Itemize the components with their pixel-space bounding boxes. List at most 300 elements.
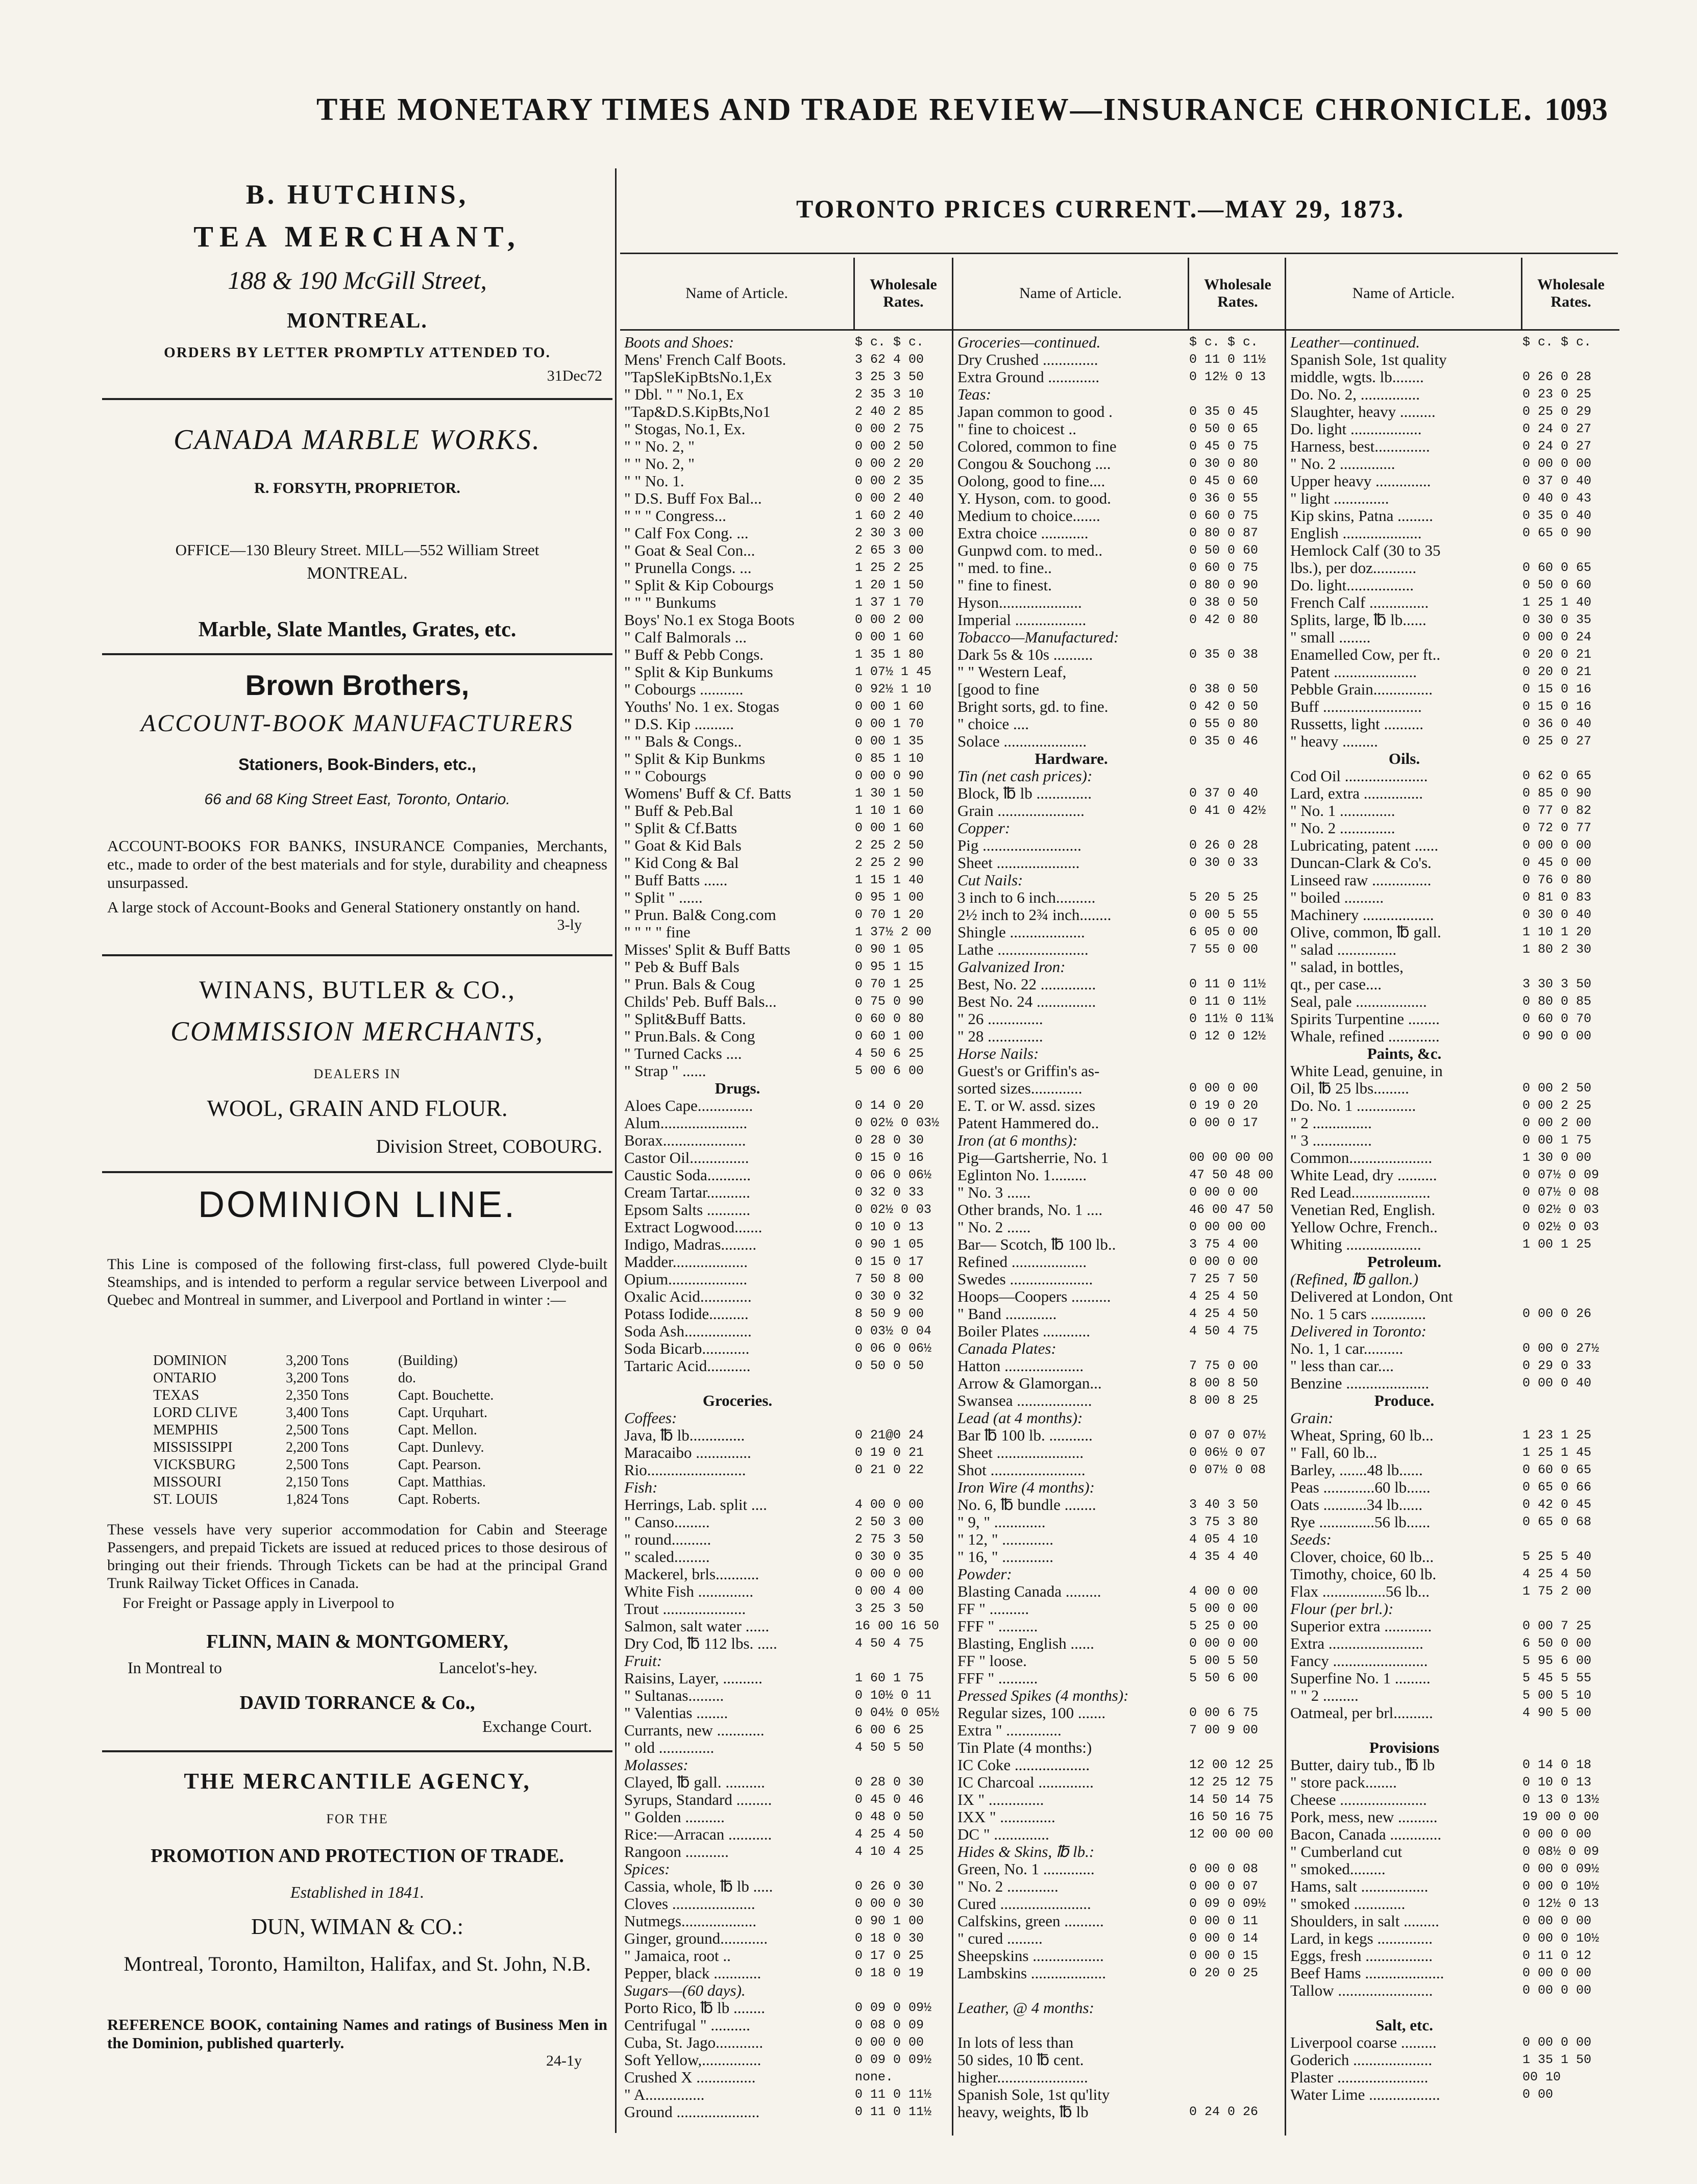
wholesale-rate: 0 85 0 90 [1522,786,1592,801]
wholesale-rate [1518,1062,1619,1080]
wholesale-rate: 00 00 00 00 [1189,1150,1274,1165]
flinn-name: FLINN, MAIN & MONTGOMERY, [206,1631,508,1652]
wholesale-rate [1518,1739,1619,1756]
article-name: Timothy, choice, 60 lb. [1290,1566,1437,1583]
header-name: Name of Article. [1019,285,1122,302]
wholesale-rate: 3 40 3 50 [1189,1497,1259,1512]
article-name: Refined ................... [957,1253,1087,1271]
article-name: " " No. 1. [624,473,684,490]
price-row [953,1479,1286,1496]
hutchins-address: 188 & 190 McGill Street, [228,266,487,294]
wholesale-rate: 0 00 0 00 [1189,1254,1259,1269]
wholesale-rate: 6 05 0 00 [1189,925,1259,939]
wholesale-rate: 0 07½ 0 09 [1522,1168,1600,1182]
wholesale-rate: 0 72 0 77 [1522,821,1592,835]
article-name: Colored, common to fine [957,438,1117,455]
wholesale-rate: 3 75 3 80 [1189,1515,1259,1529]
ship-tons: 1,824 Tons [286,1492,349,1507]
article-name: " Strap " ...... [624,1062,706,1080]
wholesale-rate: 1 10 1 20 [1522,925,1592,939]
article-name: Bacon, Canada ............. [1290,1826,1442,1843]
article-name: Whiting ................... [1290,1236,1421,1253]
price-row [620,368,952,386]
price-row [1286,1219,1619,1236]
ship-captain: do. [398,1370,416,1386]
header-rates-line2: Rates. [883,293,924,310]
price-row [953,663,1286,681]
wholesale-rate: 0 26 0 28 [1522,369,1592,384]
article-name: " 3 ............... [1290,1132,1372,1149]
wholesale-rate: 0 80 0 85 [1522,994,1592,1009]
article-name: " No. 2 .............. [1290,455,1395,473]
article-name: Hardware. [1035,750,1108,767]
price-row [953,1461,1286,1479]
wholesale-rate: 1 35 1 80 [855,647,924,662]
price-row [1286,681,1619,698]
hutchins-orders: ORDERS BY LETTER PROMPTLY ATTENDED TO. [164,344,551,361]
price-row [953,767,1286,785]
dominion-paragraph: This Line is composed of the following first-class, full powered Clyde-built Steamships, and is intended to perform a regular service between Liverpool and Quebec and Montreal in summer, and Liverpool and Portland in winter :— [107,1256,607,1308]
price-row [1286,2017,1619,2034]
article-name: Russetts, light .......... [1290,715,1423,733]
wholesale-rate: 0 35 0 45 [1189,404,1259,419]
article-name: Olive, common, ℔ gall. [1290,924,1441,941]
header-rates-line1: Wholesale [1537,276,1605,293]
price-row [953,1427,1286,1444]
wholesale-rate: 0 00 0 00 [1522,838,1592,853]
price-row [953,1913,1286,1930]
wholesale-rate: $ c. $ c. [1189,335,1259,350]
article-name: " fine to finest. [957,577,1052,594]
ship-captain: (Building) [398,1353,458,1369]
article-name: Fish: [624,1479,658,1496]
article-name: lbs.), per doz........... [1290,559,1417,577]
wholesale-rate: 0 30 0 80 [1189,456,1259,471]
wholesale-rate: 0 92½ 1 10 [855,682,932,697]
price-row [620,1635,952,1652]
wholesale-rate: 0 21@0 24 [855,1428,924,1443]
price-row [620,1201,952,1219]
article-name: " Canso......... [624,1513,710,1531]
price-row [620,889,952,906]
article-name: Flour (per brl.): [1290,1600,1394,1618]
price-row [620,1357,952,1375]
wholesale-rate: 0 60 0 80 [855,1011,924,1026]
wholesale-rate: 0 77 0 82 [1522,803,1592,818]
column-header [953,258,1286,331]
price-row [620,403,952,420]
wholesale-rate: 0 60 0 65 [1522,560,1592,575]
article-name: Powder: [957,1566,1012,1583]
wholesale-rate: 2 40 2 85 [855,404,924,419]
wholesale-rate: 0 25 0 27 [1522,734,1592,749]
price-row [953,542,1286,559]
price-row [620,2069,952,2086]
price-row [953,1947,1286,1965]
wholesale-rate [1185,1843,1286,1860]
torrance-address: Exchange Court. [482,1717,592,1735]
wholesale-rate: 0 00 5 55 [1189,907,1259,922]
ship-name: LORD CLIVE [153,1405,238,1421]
wholesale-rate: 0 21 0 22 [855,1462,924,1477]
article-name: Rye ..............56 lb...... [1290,1513,1431,1531]
wholesale-rate: 0 80 0 87 [1189,526,1259,540]
article-name: Cod Oil ..................... [1290,767,1428,785]
price-row [953,1201,1286,1219]
article-name: Epsom Salts ........... [624,1201,751,1219]
article-name: Best, No. 22 .............. [957,976,1096,993]
price-row [1286,733,1619,750]
article-name: Youths' No. 1 ex. Stogas [624,698,779,715]
article-name: Lard, extra ............... [1290,785,1423,802]
price-row [953,681,1286,698]
price-row [1286,715,1619,733]
price-row [620,1808,952,1826]
article-name: " Sultanas......... [624,1687,724,1704]
wholesale-rate: 0 00 2 25 [1522,1098,1592,1113]
wholesale-rate: 0 35 0 40 [1522,508,1592,523]
wholesale-rate: 0 23 0 25 [1522,387,1592,402]
price-row [620,1965,952,1982]
price-row [1286,663,1619,681]
article-name: " " 2 ......... [1290,1687,1359,1704]
price-row [1286,1982,1619,1999]
price-row [620,1739,952,1756]
wholesale-rate: 0 28 0 30 [855,1133,924,1148]
wholesale-rate: 0 42 0 80 [1189,612,1259,627]
wholesale-rate: 0 50 0 50 [855,1358,924,1373]
article-name: Superfine No. 1 ......... [1290,1670,1431,1687]
article-name: " No. 1 .............. [1290,802,1395,820]
price-row [620,941,952,958]
wholesale-rate: 0 00 2 00 [855,612,924,627]
article-name: " Peb & Buff Bals [624,958,740,976]
wholesale-rate: 0 11 0 11½ [855,2104,932,2119]
price-row [953,1149,1286,1167]
price-row [953,594,1286,611]
article-name: Pressed Spikes (4 months): [957,1687,1129,1704]
article-name: Patent ..................... [1290,663,1417,681]
article-name: " " No. 2, " [624,438,695,455]
wholesale-rate: 4 25 4 50 [855,1827,924,1842]
flinn-left: In Montreal to [128,1658,222,1677]
article-name: Delivered in Toronto: [1290,1323,1427,1340]
price-row [953,750,1286,767]
wholesale-rate: 2 35 3 10 [855,387,924,402]
wholesale-rate: 1 60 2 40 [855,508,924,523]
article-name: Tin Plate (4 months:) [957,1739,1092,1756]
wholesale-rate: 0 08 0 09 [855,2018,924,2032]
wholesale-rate: 0 10 0 13 [855,1220,924,1234]
wholesale-rate: 0 00 0 00 [1522,1914,1592,1928]
article-name: Leather, @ 4 months: [957,1999,1094,2017]
article-name: Mackerel, brls........... [624,1566,759,1583]
article-name: Butter, dairy tub., ℔ lb [1290,1756,1435,1774]
wholesale-rate: 0 35 0 38 [1189,647,1259,662]
price-row [953,1080,1286,1097]
price-row [1286,1323,1619,1340]
article-name: "TapSleKipBtsNo.1,Ex [624,368,772,386]
wholesale-rate [1185,750,1286,767]
wholesale-rate [1518,351,1619,368]
article-name: " Kid Cong & Bal [624,854,739,872]
price-row [953,1860,1286,1878]
wholesale-rate: 0 00 [1522,2087,1554,2102]
wholesale-rate [1518,1409,1619,1427]
price-row [1286,785,1619,802]
wholesale-rate: 0 02½ 0 03½ [855,1115,940,1130]
price-row [620,559,952,577]
price-row [620,1704,952,1722]
price-row [953,820,1286,837]
article-name: Regular sizes, 100 ....... [957,1704,1106,1722]
article-name: Rio......................... [624,1461,746,1479]
article-name: " Calf Fox Cong. ... [624,525,749,542]
price-row [953,2086,1286,2103]
price-row [620,1114,952,1132]
article-name: Nutmegs................... [624,1913,757,1930]
article-name: Maracaibo .............. [624,1444,751,1461]
article-name: In lots of less than [957,2034,1074,2051]
article-name: " " Cobourgs [624,767,706,785]
wholesale-rate [1518,1045,1619,1062]
article-name: Pig—Gartsherrie, No. 1 [957,1149,1109,1167]
wholesale-rate [1518,2017,1619,2034]
price-row [1286,750,1619,767]
wholesale-rate [851,1392,952,1409]
wholesale-rate: 0 37 0 40 [1522,474,1592,488]
wholesale-rate: 0 00 0 00 [855,1567,924,1581]
header-name: Name of Article. [1352,285,1455,302]
wholesale-rate: 7 55 0 00 [1189,942,1259,957]
wholesale-rate: 0 45 0 75 [1189,439,1259,454]
winans-address: Division Street, COBOURG. [376,1136,602,1157]
price-row [953,1062,1286,1080]
wholesale-rate: 0 13 0 13½ [1522,1792,1600,1807]
price-row [620,1878,952,1895]
price-row [953,785,1286,802]
article-name: " " " Congress... [624,507,726,525]
wholesale-rate: 0 00 0 00 [1522,2035,1592,2050]
price-row [1286,1913,1619,1930]
price-row [620,490,952,507]
wholesale-rate: 0 36 0 55 [1189,491,1259,506]
wholesale-rate: 0 30 0 32 [855,1289,924,1304]
ship-tons: 2,200 Tons [286,1440,349,1455]
price-row [1286,1583,1619,1600]
price-row [953,1271,1286,1288]
article-name: Soda Ash................. [624,1323,752,1340]
price-row [620,420,952,438]
wholesale-rate: 0 12 0 12½ [1189,1029,1266,1044]
price-row [1286,1895,1619,1913]
price-row [1286,1704,1619,1722]
wholesale-rate [1185,663,1286,681]
article-name: " " Western Leaf, [957,663,1067,681]
article-name: " Valentias ........ [624,1704,728,1722]
ship-captain: Capt. Bouchette. [398,1387,494,1403]
article-name: FF " .......... [957,1600,1029,1618]
price-row [620,767,952,785]
wholesale-rate: 0 70 1 20 [855,907,924,922]
wholesale-rate: 4 10 4 25 [855,1844,924,1859]
price-row [620,1340,952,1357]
price-row [1286,1010,1619,1028]
price-row [1286,1808,1619,1826]
article-name: White Fish .............. [624,1583,754,1600]
header-rates-line2: Rates. [1551,293,1591,310]
wholesale-rate [1185,1687,1286,1704]
price-row [620,837,952,854]
wholesale-rate: 0 00 4 00 [855,1584,924,1599]
article-name: Guest's or Griffin's as- [957,1062,1100,1080]
article-name: Hides & Skins, ℔ lb.: [957,1843,1095,1860]
price-row [953,1409,1286,1427]
hutchins-city: MONTREAL. [287,309,428,333]
wholesale-rate: 0 00 2 20 [855,456,924,471]
article-name: " heavy ......... [1290,733,1378,750]
wholesale-rate [1518,1253,1619,1271]
article-name: Misses' Split & Buff Batts [624,941,791,958]
wholesale-rate: 6 50 0 00 [1522,1636,1592,1651]
price-row [953,1010,1286,1028]
ship-name: TEXAS [153,1387,200,1403]
price-row [620,1461,952,1479]
wholesale-rate: 0 29 0 33 [1522,1358,1592,1373]
price-row [620,733,952,750]
article-name: Provisions [1369,1739,1440,1756]
article-name: " cured ......... [957,1930,1043,1947]
divider [102,954,612,956]
wholesale-rate: 1 10 1 60 [855,803,924,818]
page-title: THE MONETARY TIMES AND TRADE REVIEW—INSURANCE CHRONICLE. [316,92,1533,127]
price-row [953,525,1286,542]
price-row [620,802,952,820]
article-name: Peas .............60 lb...... [1290,1479,1431,1496]
price-row [953,1895,1286,1913]
price-row [1286,1687,1619,1704]
ship-captain: Capt. Matthias. [398,1474,486,1490]
price-row [1286,1340,1619,1357]
article-name: middle, wgts. lb........ [1290,368,1424,386]
article-name: " Split&Buff Batts. [624,1010,746,1028]
article-name: Aloes Cape.............. [624,1097,753,1114]
ship-row [153,1370,602,1387]
article-name: Crushed X ............... [624,2069,756,2086]
price-row [953,1687,1286,1704]
article-name: Delivered at London, Ont [1290,1288,1453,1305]
price-row [1286,1496,1619,1513]
price-row [620,1427,952,1444]
article-name: Japan common to good . [957,403,1113,420]
ship-tons: 2,150 Tons [286,1474,349,1490]
wholesale-rate: 0 55 0 80 [1189,716,1259,731]
wholesale-rate: 7 00 9 00 [1189,1723,1259,1738]
wholesale-rate: 0 03½ 0 04 [855,1324,932,1338]
article-name: " Prunella Congs. ... [624,559,752,577]
wholesale-rate: 0 95 1 00 [855,890,924,905]
wholesale-rate [851,1479,952,1496]
hutchins-date: 31Dec72 [547,367,602,384]
article-name: Extract Logwood....... [624,1219,763,1236]
article-name: Currants, new ............ [624,1722,765,1739]
wholesale-rate: 0 48 0 50 [855,1809,924,1824]
price-row [953,2069,1286,2086]
article-name: " Prun. Bal& Cong.com [624,906,776,924]
price-row [953,1826,1286,1843]
article-name: Medium to choice....... [957,507,1100,525]
marble-city: MONTREAL. [307,564,408,583]
wholesale-rate: 0 19 0 21 [855,1445,924,1460]
price-row [953,420,1286,438]
price-row [953,1114,1286,1132]
price-row [953,1722,1286,1739]
price-row [1286,837,1619,854]
price-row [1286,611,1619,629]
wholesale-rate [1185,1340,1286,1357]
price-row [620,785,952,802]
wholesale-rate: 0 90 1 00 [855,1914,924,1928]
price-row [1286,490,1619,507]
ship-tons: 3,200 Tons [286,1370,349,1386]
price-row [953,455,1286,473]
article-name: Hatton .................... [957,1357,1084,1375]
wholesale-rate: 4 35 4 40 [1189,1549,1259,1564]
price-row [620,1774,952,1791]
price-row [620,1513,952,1531]
wholesale-rate: 1 37 1 70 [855,595,924,610]
price-row [953,1045,1286,1062]
column-header [620,258,952,331]
article-name: FF " loose. [957,1652,1027,1670]
price-row [620,386,952,403]
article-name: Opium.................... [624,1271,748,1288]
wholesale-rate: 0 81 0 83 [1522,890,1592,905]
article-name: Enamelled Cow, per ft.. [1290,646,1441,663]
article-name: Rice:—Arracan ........... [624,1826,772,1843]
price-row [620,1930,952,1947]
price-row [620,1583,952,1600]
price-row [953,1739,1286,1756]
article-name: Oolong, good to fine.... [957,473,1105,490]
article-name: No. 6, ℔ bundle ........ [957,1496,1096,1513]
ship-row [153,1352,602,1370]
price-row [953,1167,1286,1184]
wholesale-rate: 0 00 1 60 [855,699,924,714]
price-row [620,663,952,681]
brown-paragraph: ACCOUNT-BOOKS FOR BANKS, INSURANCE Companies, Merchants, etc., made to order of the best materials and for style, durability and cheapness unsurpassed. [107,837,607,891]
article-name [620,1375,851,1392]
price-row [953,1097,1286,1114]
article-name: Salt, etc. [1375,2017,1433,2034]
article-name: Sheepskins .................. [957,1947,1104,1965]
wholesale-rate: 0 02½ 0 03 [855,1202,932,1217]
article-name: Boys' No.1 ex Stoga Boots [624,611,795,629]
article-name: Calfskins, green .......... [957,1913,1104,1930]
article-name: Wheat, Spring, 60 lb... [1290,1427,1434,1444]
brown-code: 3-ly [557,916,582,933]
article-name: Harness, best.............. [1290,438,1430,455]
wholesale-rate: 3 25 3 50 [855,369,924,384]
wholesale-rate: 0 50 0 65 [1189,421,1259,436]
wholesale-rate [1185,2051,1286,2069]
ship-row [153,1422,602,1439]
article-name: " Split " ...... [624,889,703,906]
article-name: Congou & Souchong .... [957,455,1111,473]
wholesale-rate: 0 32 0 33 [855,1185,924,1200]
article-name: [good to fine [957,681,1040,698]
price-row [620,1652,952,1670]
